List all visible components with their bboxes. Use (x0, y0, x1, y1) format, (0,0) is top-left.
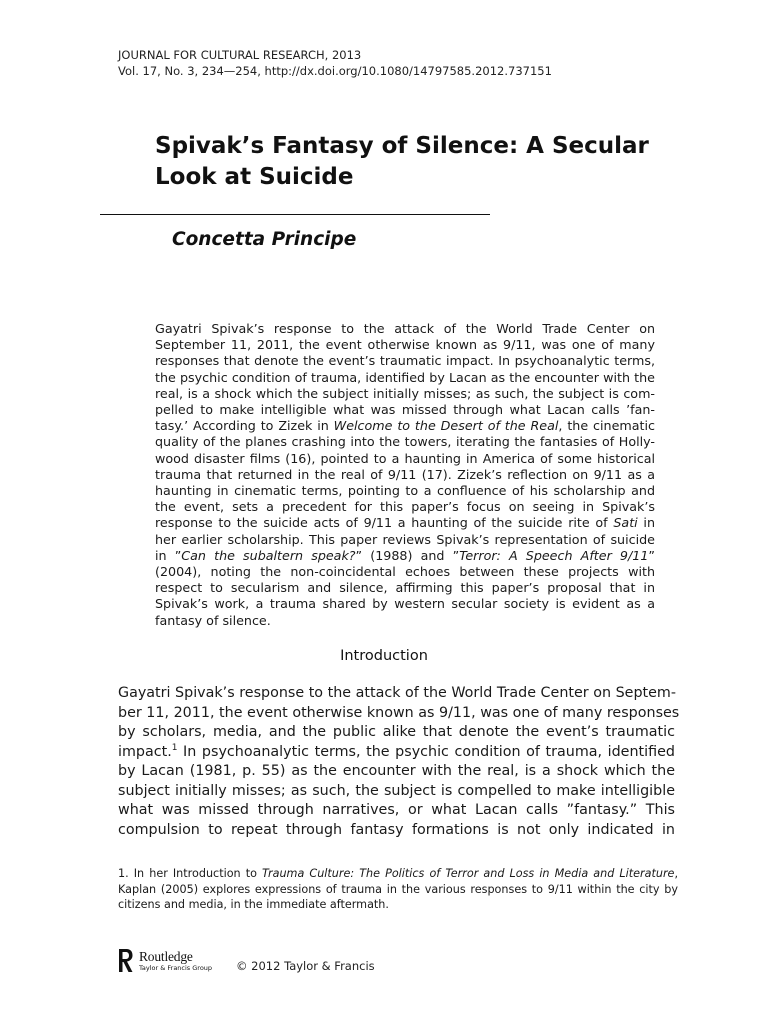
abstract-line: her earlier scholarship. This paper reviews Spivak’s representation of suicide (155, 531, 655, 547)
abstract-line: Gayatri Spivak’s response to the attack of the World Trade Center on (155, 321, 655, 336)
section-heading: Introduction (340, 648, 428, 664)
body-line: what was missed through narratives, or what Lacan calls ”fantasy.” This (118, 802, 675, 818)
abstract-line: haunting in cinematic terms, pointing to a confluence of his scholarship and (155, 483, 655, 499)
article-title (155, 131, 695, 193)
abstract-line: fantasy of silence. (155, 612, 271, 628)
logo-text (139, 950, 212, 973)
abstract-line: wood disaster films (16), pointed to a haunting in America of some historical (155, 450, 655, 466)
abstract-line: Spivak’s work, a trauma shared by western secular society is evident as a (155, 596, 655, 612)
abstract-line (155, 515, 655, 531)
body-text-run: In psychoanalytic terms, the psychic condition of trauma, identified (177, 743, 675, 760)
abstract-line: quality of the planes crashing into the towers, iterating the fantasies of Holly- (155, 434, 655, 450)
body-line: compulsion to repeat through fantasy formations is not only indicated in (118, 821, 675, 838)
abstract (155, 321, 655, 629)
publisher-name: Routledge (139, 948, 193, 964)
abstract-text: tasy.’ According to Zizek in (155, 418, 334, 434)
cited-title-subaltern: Can the subaltern speak? (181, 547, 356, 563)
footnote-text: , (674, 867, 678, 880)
publisher-group: Taylor & Francis Group (139, 963, 213, 972)
body-text-run: impact. (118, 743, 172, 760)
abstract-line: pelled to make intelligible what was missed through what Lacan calls ’fan- (155, 402, 655, 418)
abstract-text: , the cinematic (558, 418, 655, 434)
abstract-line: the event, sets a precedent for this paper’s focus on seeing in Spivak’s (155, 499, 655, 515)
abstract-line: real, is a shock which the subject initially misses; as such, the subject is com- (155, 385, 655, 401)
journal-name: JOURNAL FOR CULTURAL RESEARCH, 2013 (118, 48, 362, 62)
journal-citation: Vol. 17, No. 3, 234—254, http://dx.doi.org/10.1080/14797585.2012.737151 (118, 64, 552, 78)
body-line: subject initially misses; as such, the subject is compelled to make intelligible (118, 782, 675, 799)
footnote-text: 1. In her Introduction to (118, 867, 263, 880)
routledge-logo-icon (116, 948, 134, 974)
body-line: by Lacan (1981, p. 55) as the encounter with the real, is a shock which the (118, 763, 675, 779)
cited-title-terror: Terror: A Speech After 9/11 (459, 547, 649, 563)
abstract-line: respect to secularism and silence, affirming this paper’s proposal that in (155, 580, 655, 596)
term-sati: Sati (613, 515, 638, 531)
footnote-ref[interactable]: 1 (171, 742, 178, 753)
body-line: by scholars, media, and the public alike that denote the event’s traumatic (118, 724, 675, 740)
abstract-line: September 11, 2011, the event otherwise known as 9/11, was one of many (155, 337, 655, 353)
body-line: Gayatri Spivak’s response to the attack of the World Trade Center on Septem- (118, 685, 677, 701)
footnote-line: Kaplan (2005) explores expressions of trauma in the various responses to 9/11 within the city by (118, 882, 678, 896)
body-line: ber 11, 2011, the event otherwise known as 9/11, was one of many responses (118, 704, 680, 721)
footnote-line (118, 866, 678, 882)
abstract-text: ” (648, 547, 655, 563)
body-line (118, 743, 675, 763)
abstract-line: the psychic condition of trauma, identified by Lacan as the encounter with the (155, 369, 655, 385)
abstract-line: trauma that returned in the real of 9/11 (17). Zizek’s reflection on 9/11 as a (155, 466, 655, 482)
footnote-line: citizens and media, in the immediate aftermath. (118, 898, 389, 911)
title-line-2: Look at Suicide (155, 164, 354, 190)
publisher-logo (116, 948, 212, 974)
abstract-text: ” (1988) and ” (355, 547, 460, 563)
author-name: Concetta Principe (172, 229, 357, 250)
abstract-text: in (637, 515, 655, 531)
cited-title-welcome-desert: Welcome to the Desert of the Real (333, 418, 559, 434)
abstract-line (155, 548, 655, 564)
abstract-line: (2004), noting the non-coincidental echoes between these projects with (155, 564, 655, 580)
title-line-1: Spivak’s Fantasy of Silence: A Secular (155, 133, 649, 159)
journal-header (118, 47, 552, 79)
abstract-text: in ” (155, 547, 182, 563)
copyright-notice: © 2012 Taylor & Francis (236, 959, 375, 973)
footnote (118, 866, 678, 913)
abstract-text: response to the suicide acts of 9/11 a haunting of the suicide rite of (155, 515, 614, 531)
title-divider (100, 214, 490, 215)
abstract-line (155, 418, 655, 434)
abstract-line: responses that denote the event’s traumatic impact. In psychoanalytic terms, (155, 353, 655, 369)
body-text (118, 684, 680, 840)
cited-title-trauma-culture: Trauma Culture: The Politics of Terror and Loss in Media and Literature (262, 867, 675, 880)
